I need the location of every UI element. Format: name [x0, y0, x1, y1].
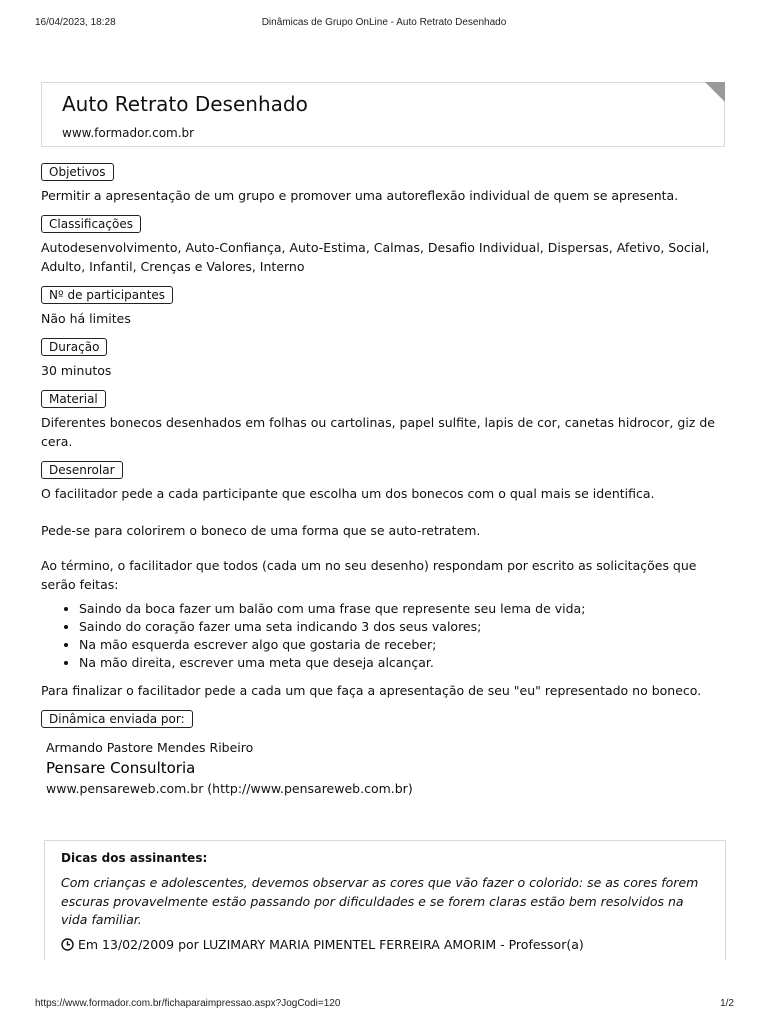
label-enviada: Dinâmica enviada por:	[41, 710, 193, 728]
section-participantes	[41, 285, 725, 328]
section-duracao	[41, 337, 725, 380]
label-duracao: Duração	[41, 338, 107, 356]
print-footer	[0, 984, 768, 1024]
duracao-text: 30 minutos	[41, 363, 112, 378]
tips-title: Dicas dos assinantes:	[61, 851, 208, 865]
section-enviada	[41, 709, 725, 799]
list-item: • Na mão direita, escrever uma meta que deseja alcançar.	[79, 654, 725, 672]
title-card	[41, 82, 725, 147]
company-site-link[interactable]: www.pensareweb.com.br (http://www.pensareweb.com.br)	[46, 781, 413, 796]
participantes-text: Não há limites	[41, 311, 131, 326]
print-url: https://www.formador.com.br/fichaparaimpressao.aspx?JogCodi=120	[35, 998, 341, 1009]
print-doc-title: Dinâmicas de Grupo OnLine - Auto Retrato Desenhado	[261, 17, 507, 28]
main-content	[41, 162, 725, 799]
label-objetivos: Objetivos	[41, 163, 114, 181]
print-header	[0, 0, 768, 40]
tips-text: Com crianças e adolescentes, devemos observar as cores que vão fazer o colorido: se as cores forem escuras provavelmente estão passando por dificuldades e se forem claras estão bem resolvidos na vida familiar.	[61, 875, 699, 927]
print-page-number: 1/2	[720, 998, 734, 1009]
section-objetivos	[41, 162, 725, 205]
section-desenrolar	[41, 460, 725, 700]
site-name: www.formador.com.br	[62, 126, 195, 140]
list-item: • Saindo do coração fazer uma seta indicando 3 dos seus valores;	[79, 618, 725, 636]
section-classificacoes	[41, 214, 725, 276]
page-title: Auto Retrato Desenhado	[62, 92, 308, 116]
list-item: • Na mão esquerda escrever algo que gostaria de receber;	[79, 636, 725, 654]
label-participantes: Nº de participantes	[41, 286, 173, 304]
desenrolar-paragraph: Ao término, o facilitador que todos (cada um no seu desenho) respondam por escrito as solicitações que serão feitas:	[41, 558, 697, 592]
company-name: Pensare Consultoria	[46, 759, 196, 777]
classificacoes-text: Autodesenvolvimento, Auto-Confiança, Auto-Estima, Calmas, Desafio Individual, Dispersas, Afetivo, Social, Adulto, Infantil, Crenças e Valores, Interno	[41, 240, 710, 274]
corner-fold-decoration	[705, 82, 725, 102]
author-block	[41, 738, 725, 799]
desenrolar-paragraph: O facilitador pede a cada participante que escolha um dos bonecos com o qual mais se identifica.	[41, 486, 655, 501]
label-classificacoes: Classificações	[41, 215, 141, 233]
material-text: Diferentes bonecos desenhados em folhas ou cartolinas, papel sulfite, lapis de cor, canetas hidrocor, giz de cera.	[41, 415, 715, 449]
clock-icon	[61, 938, 74, 957]
desenrolar-list	[41, 600, 725, 672]
desenrolar-paragraph: Pede-se para colorirem o boneco de uma forma que se auto-retratem.	[41, 523, 481, 538]
list-item: • Saindo da boca fazer um balão com uma frase que represente seu lema de vida;	[79, 600, 725, 618]
tips-meta-text: Em 13/02/2009 por LUZIMARY MARIA PIMENTEL FERREIRA AMORIM - Professor(a)	[78, 937, 584, 952]
desenrolar-paragraph: Para finalizar o facilitador pede a cada um que faça a apresentação de seu "eu" representado no boneco.	[41, 683, 702, 698]
label-material: Material	[41, 390, 106, 408]
print-datetime: 16/04/2023, 18:28	[35, 17, 116, 28]
author-name: Armando Pastore Mendes Ribeiro	[46, 740, 254, 755]
objetivos-text: Permitir a apresentação de um grupo e promover uma autoreflexão individual de quem se apresenta.	[41, 188, 679, 203]
section-material	[41, 389, 725, 451]
label-desenrolar: Desenrolar	[41, 461, 123, 479]
tips-box	[44, 840, 726, 960]
tips-meta	[61, 936, 584, 957]
